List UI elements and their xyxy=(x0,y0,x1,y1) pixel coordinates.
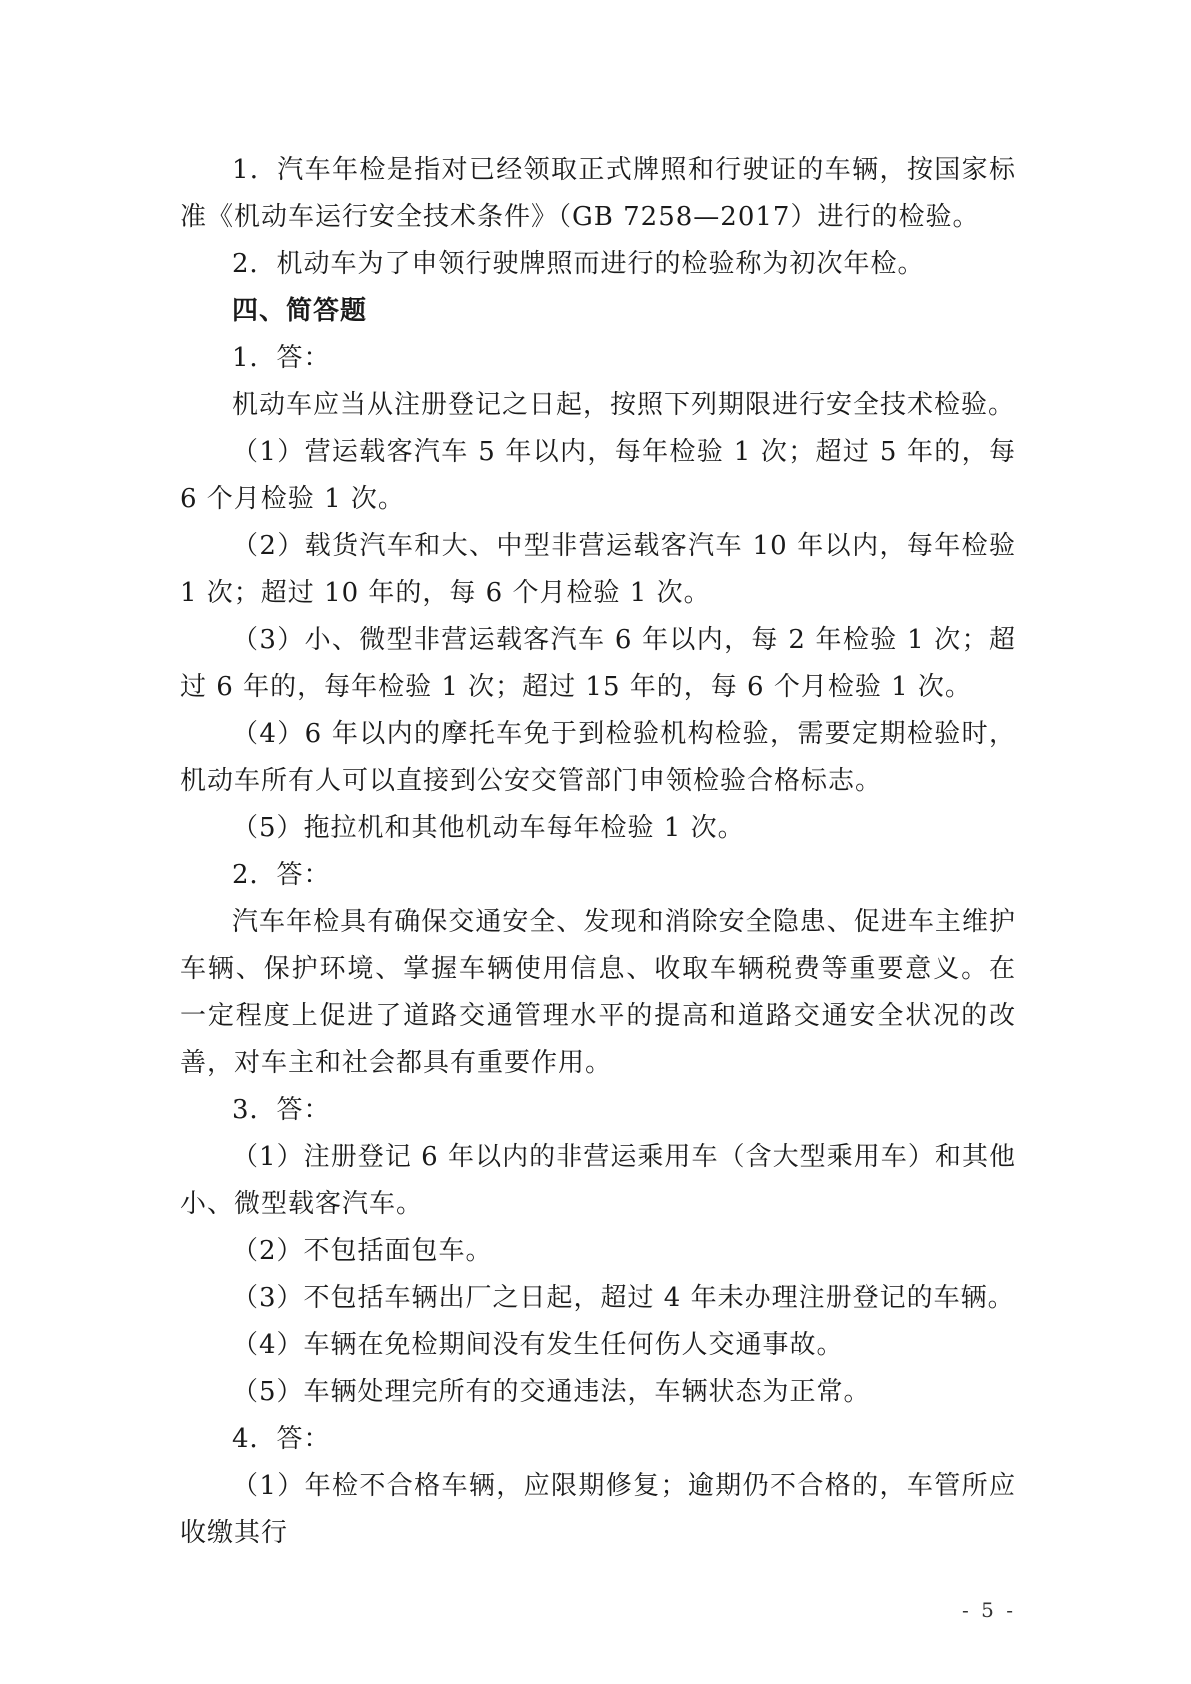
paragraph: 1．汽车年检是指对已经领取正式牌照和行驶证的车辆，按国家标准《机动车运行安全技术条件》（GB 7258—2017）进行的检验。 xyxy=(180,155,1016,232)
list-item: （1）注册登记 6 年以内的非营运乘用车（含大型乘用车）和其他小、微型载客汽车。 xyxy=(180,1142,1016,1219)
list-item: （3）小、微型非营运载客汽车 6 年以内，每 2 年检验 1 次；超过 6 年的，每年检验 1 次；超过 15 年的，每 6 个月检验 1 次。 xyxy=(180,625,1016,702)
list-item: （4）车辆在免检期间没有发生任何伤人交通事故。 xyxy=(232,1330,844,1360)
paragraph: 汽车年检具有确保交通安全、发现和消除安全隐患、促进车主维护车辆、保护环境、掌握车辆使用信息、收取车辆税费等重要意义。在一定程度上促进了道路交通管理水平的提高和道路交通安全状况的改善，对车主和社会都具有重要作用。 xyxy=(180,907,1016,1078)
answer-label: 4．答： xyxy=(232,1424,331,1454)
list-item: （1）年检不合格车辆，应限期修复；逾期仍不合格的，车管所应收缴其行 xyxy=(180,1471,1016,1548)
list-item: （1）营运载客汽车 5 年以内，每年检验 1 次；超过 5 年的，每 6 个月检验 1 次。 xyxy=(180,437,1016,514)
answer-label: 1．答： xyxy=(232,343,331,373)
page-number: - 5 - xyxy=(962,1598,1016,1622)
section-heading: 四、简答题 xyxy=(232,296,368,326)
answer-label: 3．答： xyxy=(232,1095,331,1125)
list-item: （2）载货汽车和大、中型非营运载客汽车 10 年以内，每年检验 1 次；超过 10 年的，每 6 个月检验 1 次。 xyxy=(180,531,1016,608)
list-item: （2）不包括面包车。 xyxy=(232,1236,493,1266)
answer-label: 2．答： xyxy=(232,860,331,890)
document-body xyxy=(180,147,1016,1557)
list-item: （5）拖拉机和其他机动车每年检验 1 次。 xyxy=(232,813,745,843)
list-item: （3）不包括车辆出厂之日起，超过 4 年未办理注册登记的车辆。 xyxy=(232,1283,1015,1313)
list-item: （5）车辆处理完所有的交通违法，车辆状态为正常。 xyxy=(232,1377,871,1407)
list-item: （4）6 年以内的摩托车免于到检验机构检验，需要定期检验时，机动车所有人可以直接到公安交管部门申领检验合格标志。 xyxy=(180,719,1016,796)
paragraph: 2．机动车为了申领行驶牌照而进行的检验称为初次年检。 xyxy=(232,249,925,279)
paragraph: 机动车应当从注册登记之日起，按照下列期限进行安全技术检验。 xyxy=(232,390,1016,420)
